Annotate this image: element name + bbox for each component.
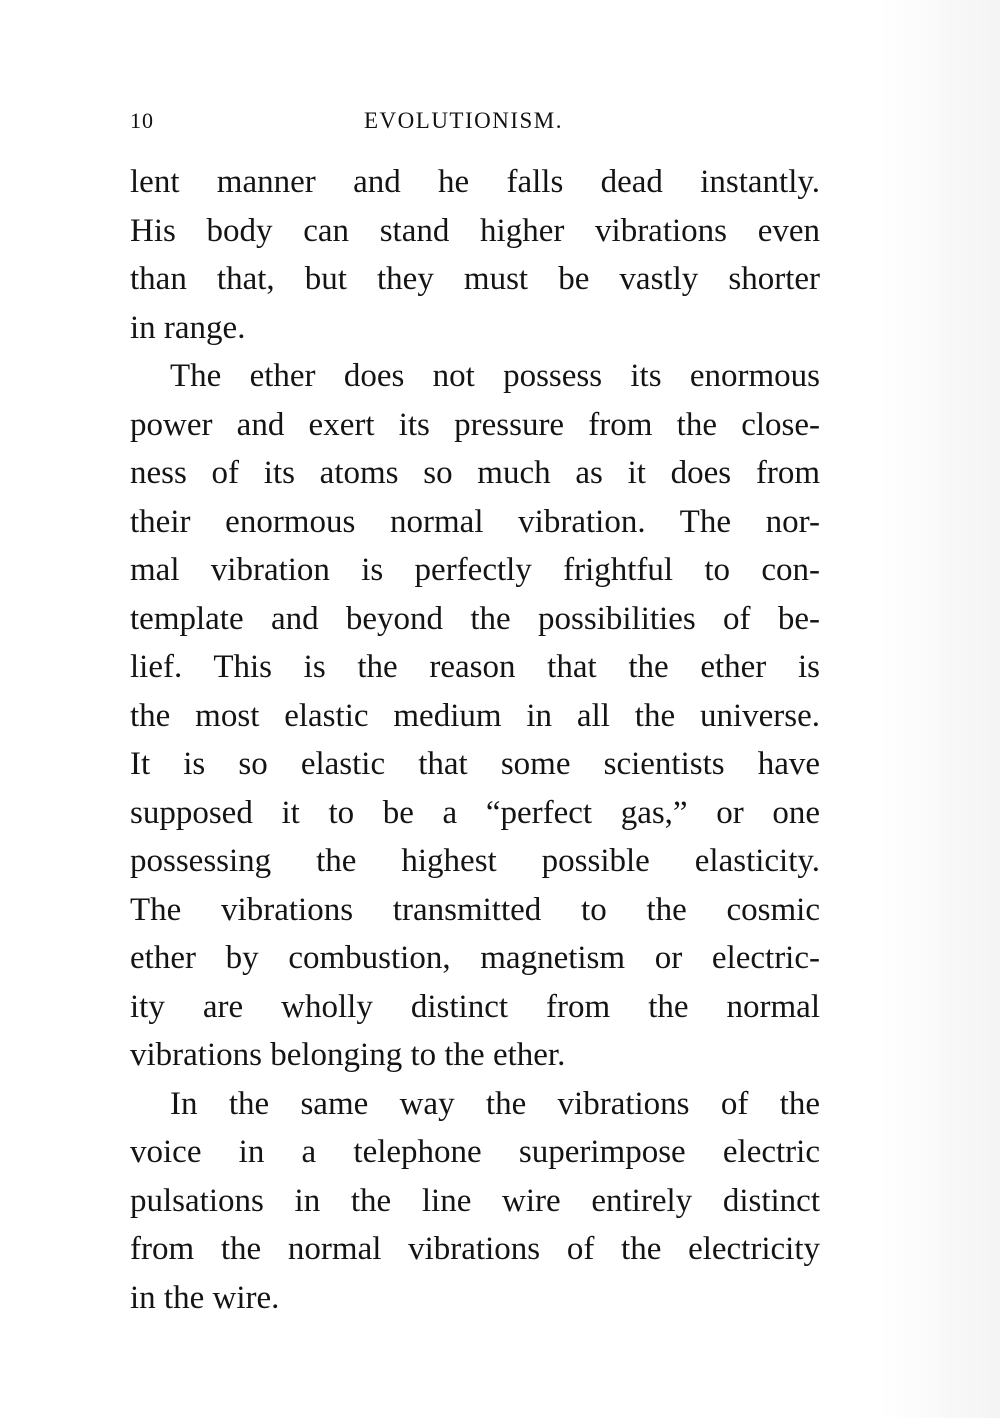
body-text (130, 158, 820, 1322)
paragraph-1 (130, 158, 820, 352)
paragraph-2 (130, 352, 820, 1080)
text-line: The ether does not possess its enormous (170, 358, 820, 394)
text-line: ether by combustion, magnetism or electric- (130, 940, 820, 976)
text-line: template and beyond the possibilities of be- (130, 600, 820, 637)
text-line: pulsations in the line wire entirely distinct (130, 1182, 820, 1219)
text-line: mal vibration is perfectly frightful to con- (130, 552, 820, 588)
text-line: lent manner and he falls dead instantly. (130, 164, 820, 200)
text-line: vibrations belonging to the ether. (130, 1037, 566, 1073)
running-head (130, 108, 820, 140)
text-line: the most elastic medium in all the universe. (130, 697, 820, 734)
text-line: It is so elastic that some scientists have (130, 746, 820, 782)
text-line: than that, but they must be vastly shorter (130, 261, 820, 297)
text-line: ity are wholly distinct from the normal (130, 988, 820, 1025)
text-line: in the wire. (130, 1279, 280, 1316)
text-line: His body can stand higher vibrations even (130, 212, 820, 249)
text-line: In the same way the vibrations of the (170, 1085, 820, 1122)
text-line: supposed it to be a “perfect gas,” or one (130, 794, 820, 831)
text-line: their enormous normal vibration. The nor- (130, 503, 820, 540)
text-line: from the normal vibrations of the electricity (130, 1231, 820, 1267)
text-line: voice in a telephone superimpose electric (130, 1134, 820, 1170)
text-line: The vibrations transmitted to the cosmic (130, 891, 820, 928)
text-line: in range. (130, 309, 246, 346)
page-number: 10 (130, 108, 154, 133)
text-line: lief. This is the reason that the ether is (130, 649, 820, 685)
paragraph-3 (130, 1080, 820, 1323)
page-edge-shading (880, 0, 1000, 1418)
text-line: possessing the highest possible elasticity. (130, 843, 820, 879)
text-line: ness of its atoms so much as it does from (130, 455, 820, 491)
running-title: EVOLUTIONISM. (364, 108, 564, 133)
text-line: power and exert its pressure from the close- (130, 406, 820, 443)
